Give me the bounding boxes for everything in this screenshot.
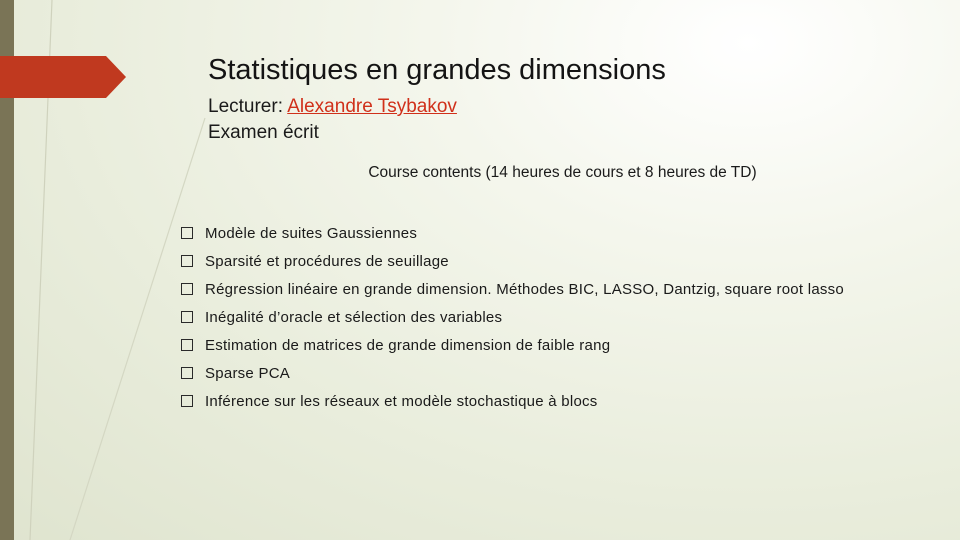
list-item: [181, 252, 921, 271]
course-contents-heading: Course contents (14 heures de cours et 8 heures de TD): [368, 164, 757, 181]
list-item: [181, 308, 921, 327]
checkbox-icon: [181, 367, 193, 379]
checkbox-icon: [181, 311, 193, 323]
list-item-text: Modèle de suites Gaussiennes: [205, 225, 418, 242]
checkbox-icon: [181, 339, 193, 351]
checkbox-icon: [181, 227, 193, 239]
checkbox-icon: [181, 283, 193, 295]
lecturer-line: [208, 96, 457, 118]
title-accent-tab: [0, 56, 128, 98]
list-item-text: Estimation de matrices de grande dimension de faible rang: [205, 337, 611, 354]
list-item: [181, 364, 921, 383]
list-item-text: Inégalité d’oracle et sélection des variables: [205, 309, 503, 326]
list-item: [181, 392, 921, 411]
exam-type: Examen écrit: [208, 122, 319, 143]
checkbox-icon: [181, 395, 193, 407]
course-topic-list: [181, 224, 921, 420]
lecturer-name-link[interactable]: Alexandre Tsybakov: [287, 96, 457, 117]
list-item-text: Régression linéaire en grande dimension. Méthodes BIC, LASSO, Dantzig, square root lasso: [205, 281, 844, 298]
list-item-text: Sparsité et procédures de seuillage: [205, 253, 449, 270]
list-item-text: Sparse PCA: [205, 365, 291, 382]
list-item-text: Inférence sur les réseaux et modèle stochastique à blocs: [205, 393, 598, 410]
list-item: [181, 280, 921, 299]
lecturer-label: Lecturer:: [208, 96, 288, 117]
list-item: [181, 224, 921, 243]
checkbox-icon: [181, 255, 193, 267]
slide-title: Statistiques en grandes dimensions: [208, 54, 666, 86]
list-item: [181, 336, 921, 355]
